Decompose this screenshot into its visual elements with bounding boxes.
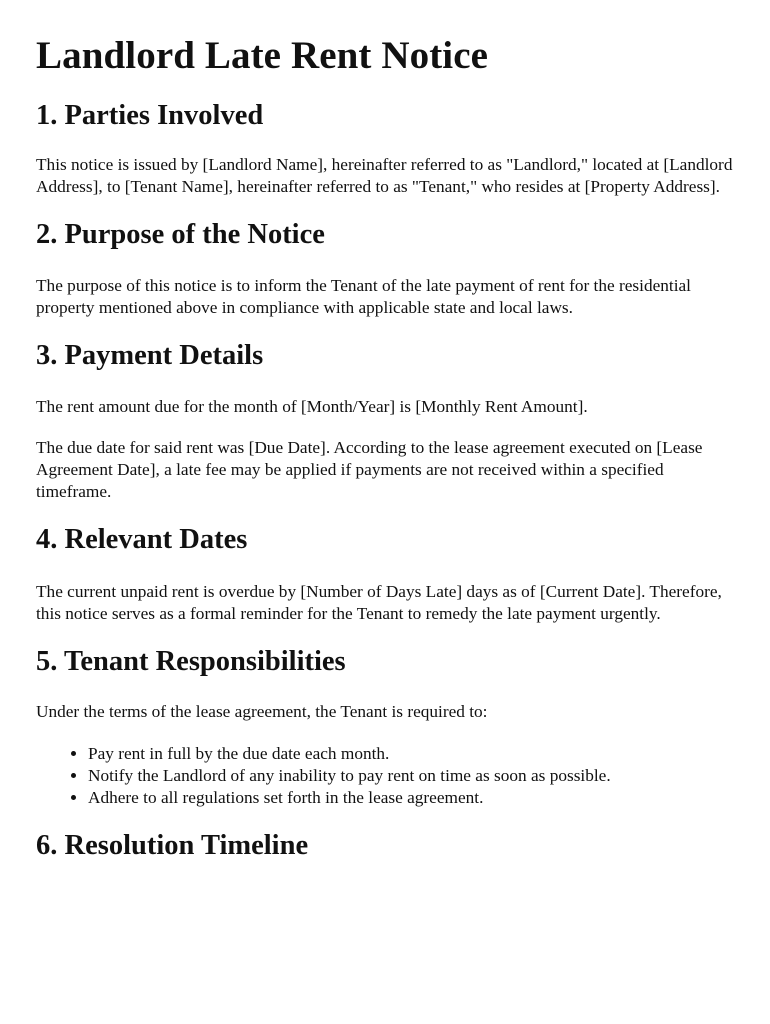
section-heading-relevant-dates: 4. Relevant Dates (36, 524, 248, 555)
section-heading-purpose: 2. Purpose of the Notice (36, 219, 325, 250)
section-paragraph-tenant-responsibilities: Under the terms of the lease agreement, the Tenant is required to: (36, 702, 488, 721)
section-heading-payment-details: 3. Payment Details (36, 340, 264, 371)
section-heading-parties-involved: 1. Parties Involved (36, 100, 264, 131)
list-item: • Adhere to all regulations set forth in the lease agreement. (88, 787, 734, 809)
section-paragraph-relevant-dates: The current unpaid rent is overdue by [Number of Days Late] days as of [Current Date]. Therefore, this notice serves as a formal reminder for the Tenant to remedy the late payment urgently. (36, 582, 722, 623)
list-item: • Notify the Landlord of any inability to pay rent on time as soon as possible. (88, 765, 734, 787)
document-title: Landlord Late Rent Notice (36, 34, 489, 77)
section-heading-tenant-responsibilities: 5. Tenant Responsibilities (36, 646, 346, 677)
section-paragraph-payment-due-date: The due date for said rent was [Due Date]. According to the lease agreement executed on [Lease Agreement Date], a late fee may be applied if payments are not received within a specified timeframe. (36, 438, 703, 501)
section-heading-resolution-timeline: 6. Resolution Timeline (36, 830, 309, 861)
list-item: • Pay rent in full by the due date each month. (88, 743, 734, 765)
section-paragraph-purpose: The purpose of this notice is to inform the Tenant of the late payment of rent for the residential property mentioned above in compliance with applicable state and local laws. (36, 276, 691, 317)
section-paragraph-payment-amount: The rent amount due for the month of [Month/Year] is [Monthly Rent Amount]. (36, 397, 588, 416)
section-paragraph-parties-involved: This notice is issued by [Landlord Name], hereinafter referred to as "Landlord," located at [Landlord Address], to [Tenant Name], hereinafter referred to as "Tenant," who resides at [Property Address]. (36, 155, 733, 196)
responsibilities-list (36, 743, 734, 809)
